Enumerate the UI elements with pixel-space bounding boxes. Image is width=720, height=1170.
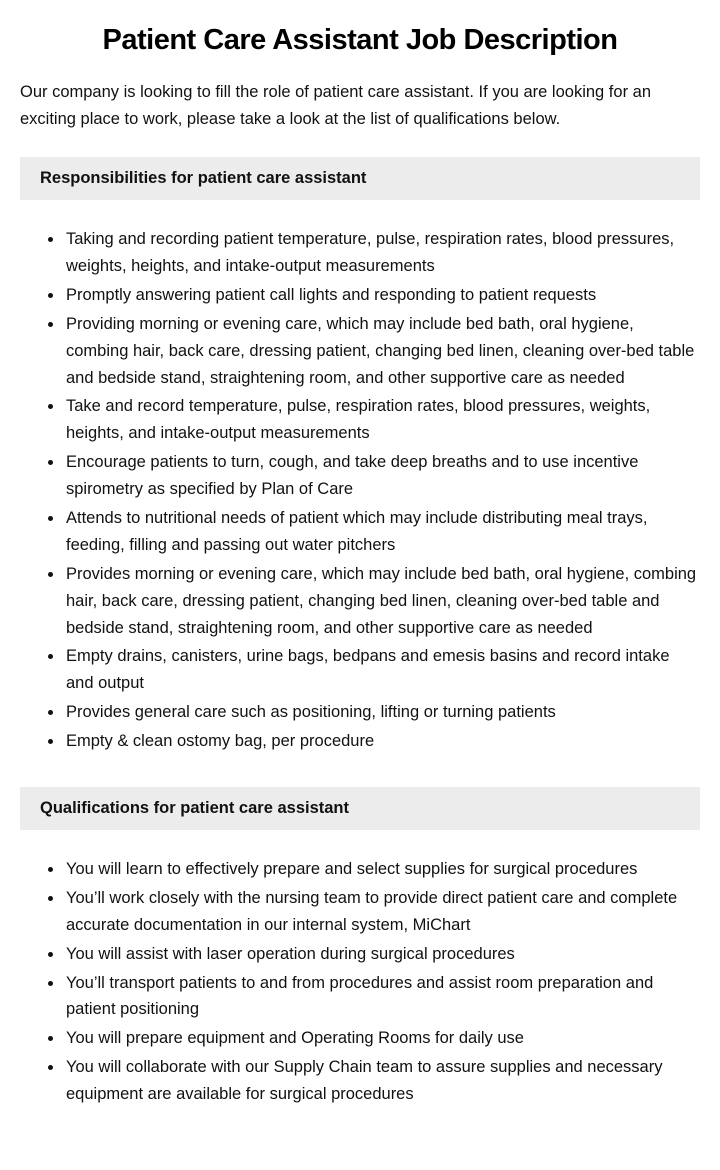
list-item: • Take and record temperature, pulse, respiration rates, blood pressures, weights, heights, and intake-output measurements [64, 393, 700, 447]
list-item: • Empty & clean ostomy bag, per procedure [64, 728, 700, 755]
list-item: • Promptly answering patient call lights and responding to patient requests [64, 282, 700, 309]
list-item: • You’ll work closely with the nursing team to provide direct patient care and complete accurate documentation in our internal system, MiChart [64, 885, 700, 939]
list-item: • You will prepare equipment and Operating Rooms for daily use [64, 1025, 700, 1052]
list-item: • Taking and recording patient temperature, pulse, respiration rates, blood pressures, weights, heights, and intake-output measurements [64, 226, 700, 280]
list-item: • Provides morning or evening care, which may include bed bath, oral hygiene, combing hair, back care, dressing patient, changing bed linen, cleaning over-bed table and bedside stand, straightening room, and other supportive care as needed [64, 561, 700, 642]
responsibilities-list [20, 226, 700, 755]
responsibilities-section-header: Responsibilities for patient care assistant [20, 157, 700, 200]
list-item: • Provides general care such as positioning, lifting or turning patients [64, 699, 700, 726]
list-item: • Attends to nutritional needs of patient which may include distributing meal trays, feeding, filling and passing out water pitchers [64, 505, 700, 559]
page-title: Patient Care Assistant Job Description [102, 24, 618, 56]
list-item: • You will collaborate with our Supply Chain team to assure supplies and necessary equipment are available for surgical procedures [64, 1054, 700, 1108]
list-item: • Providing morning or evening care, which may include bed bath, oral hygiene, combing hair, back care, dressing patient, changing bed linen, cleaning over-bed table and bedside stand, straightening room, and other supportive care as needed [64, 311, 700, 392]
list-item: • You’ll transport patients to and from procedures and assist room preparation and patient positioning [64, 970, 700, 1024]
list-item: • Empty drains, canisters, urine bags, bedpans and emesis basins and record intake and output [64, 643, 700, 697]
list-item: • You will learn to effectively prepare and select supplies for surgical procedures [64, 856, 700, 883]
list-item: • Encourage patients to turn, cough, and take deep breaths and to use incentive spirometry as specified by Plan of Care [64, 449, 700, 503]
list-item: • You will assist with laser operation during surgical procedures [64, 941, 700, 968]
qualifications-list [20, 856, 700, 1108]
qualifications-section-header: Qualifications for patient care assistant [20, 787, 700, 830]
intro-paragraph: Our company is looking to fill the role of patient care assistant. If you are looking for an exciting place to work, please take a look at the list of qualifications below. [20, 83, 651, 129]
